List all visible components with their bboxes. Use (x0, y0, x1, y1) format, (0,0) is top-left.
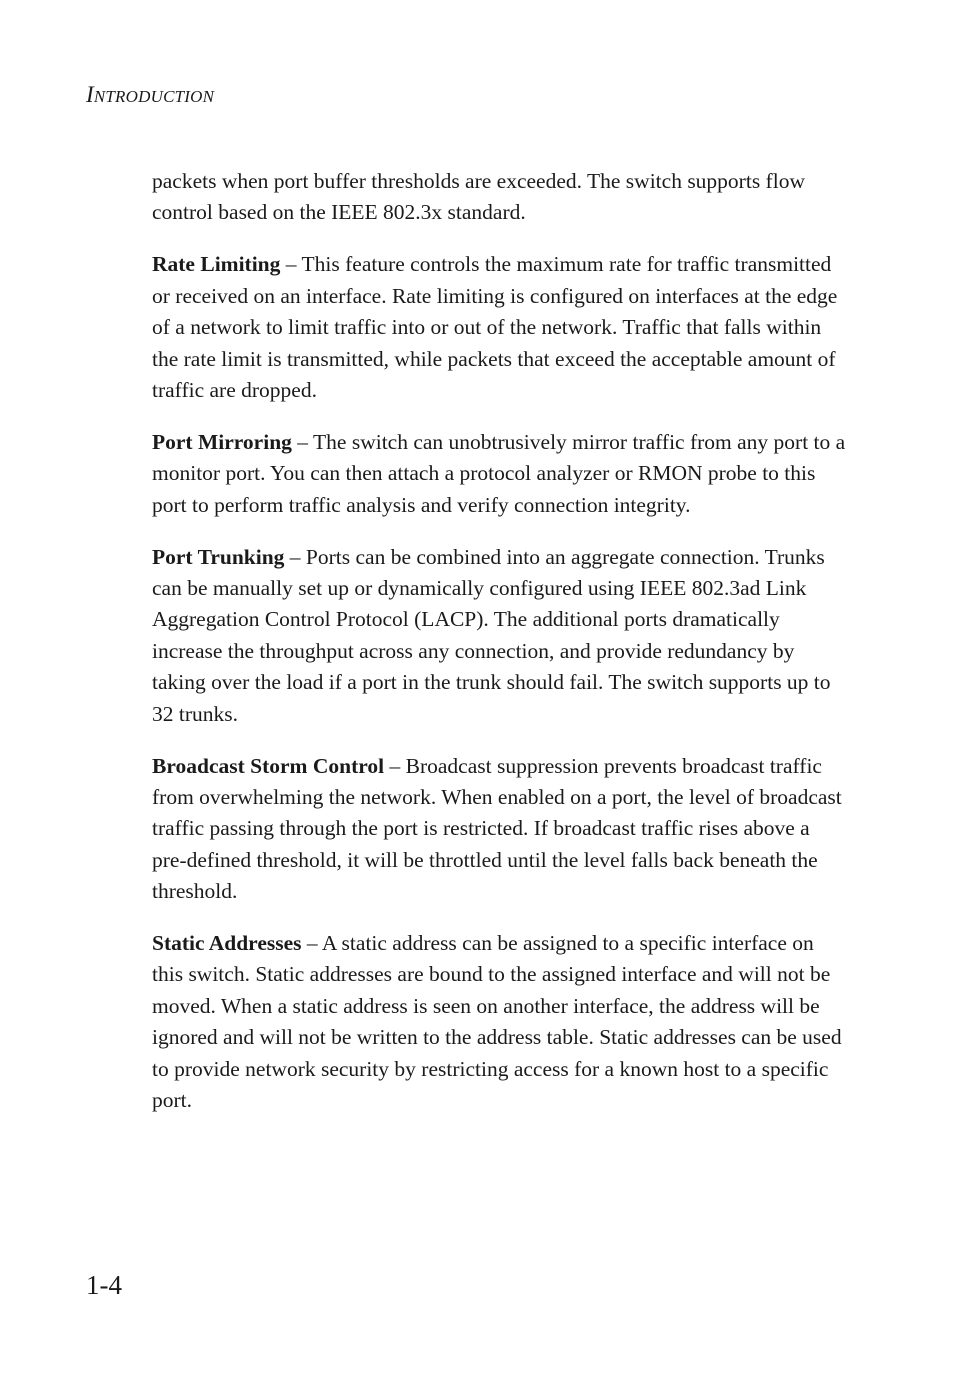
paragraph-flow-control-continued (152, 166, 847, 229)
term-port-mirroring: Port Mirroring (152, 429, 292, 454)
term-port-trunking: Port Trunking (152, 544, 285, 569)
term-dash: – (301, 931, 322, 956)
term-dash: – (284, 544, 306, 569)
paragraph-text: This feature controls the maximum rate for traffic transmitted or received on an interface. Rate limiting is configured on interfaces at the edge of a network to limit traffic into or out of the network. Traffic that falls within the rate limit is transmitted, while packets that exceed the acceptable amount of traffic are dropped. (152, 252, 838, 402)
term-dash: – (384, 753, 406, 778)
body-text (152, 166, 847, 1137)
paragraph-static-addresses (152, 928, 847, 1116)
paragraph-broadcast-storm-control (152, 751, 847, 908)
page-number: 1-4 (86, 1270, 122, 1300)
paragraph-port-mirroring (152, 427, 847, 521)
running-header (86, 82, 214, 108)
paragraph-port-trunking (152, 542, 847, 730)
running-header-initial: I (86, 82, 94, 107)
term-rate-limiting: Rate Limiting (152, 252, 281, 277)
term-static-addresses: Static Addresses (152, 931, 302, 956)
paragraph-text: packets when port buffer thresholds are exceeded. The switch supports flow control based on the IEEE 802.3x standard. (152, 169, 805, 225)
running-header-rest: NTRODUCTION (93, 87, 215, 106)
term-dash: – (291, 429, 314, 454)
paragraph-rate-limiting (152, 249, 847, 406)
paragraph-text: Broadcast suppression prevents broadcast traffic from overwhelming the network. When enabled on a port, the level of broadcast traffic passing through the port is restricted. If broadcast traffic rises above a pre-defined threshold, it will be throttled until the level falls back beneath the threshold. (152, 753, 842, 904)
paragraph-text: Ports can be combined into an aggregate connection. Trunks can be manually set up or dynamically configured using IEEE 802.3ad Link Aggregation Control Protocol (LACP). The additional ports dramatically increase the throughput across any connection, and provide redundancy by taking over the load if a port in the trunk should fail. The switch supports up to 32 trunks. (152, 544, 831, 726)
term-dash: – (280, 252, 302, 277)
paragraph-text: The switch can unobtrusively mirror traffic from any port to a monitor port. You can then attach a protocol analyzer or RMON probe to this port to perform traffic analysis and verify connection integrity. (152, 429, 846, 517)
term-broadcast-storm-control: Broadcast Storm Control (152, 753, 385, 778)
paragraph-text: A static address can be assigned to a specific interface on this switch. Static addresses are bound to the assigned interface and will not be moved. When a static address is seen on another interface, the address will be ignored and will not be written to the address table. Static addresses can be used to provide network security by restricting access for a known host to a specific port. (152, 931, 842, 1113)
